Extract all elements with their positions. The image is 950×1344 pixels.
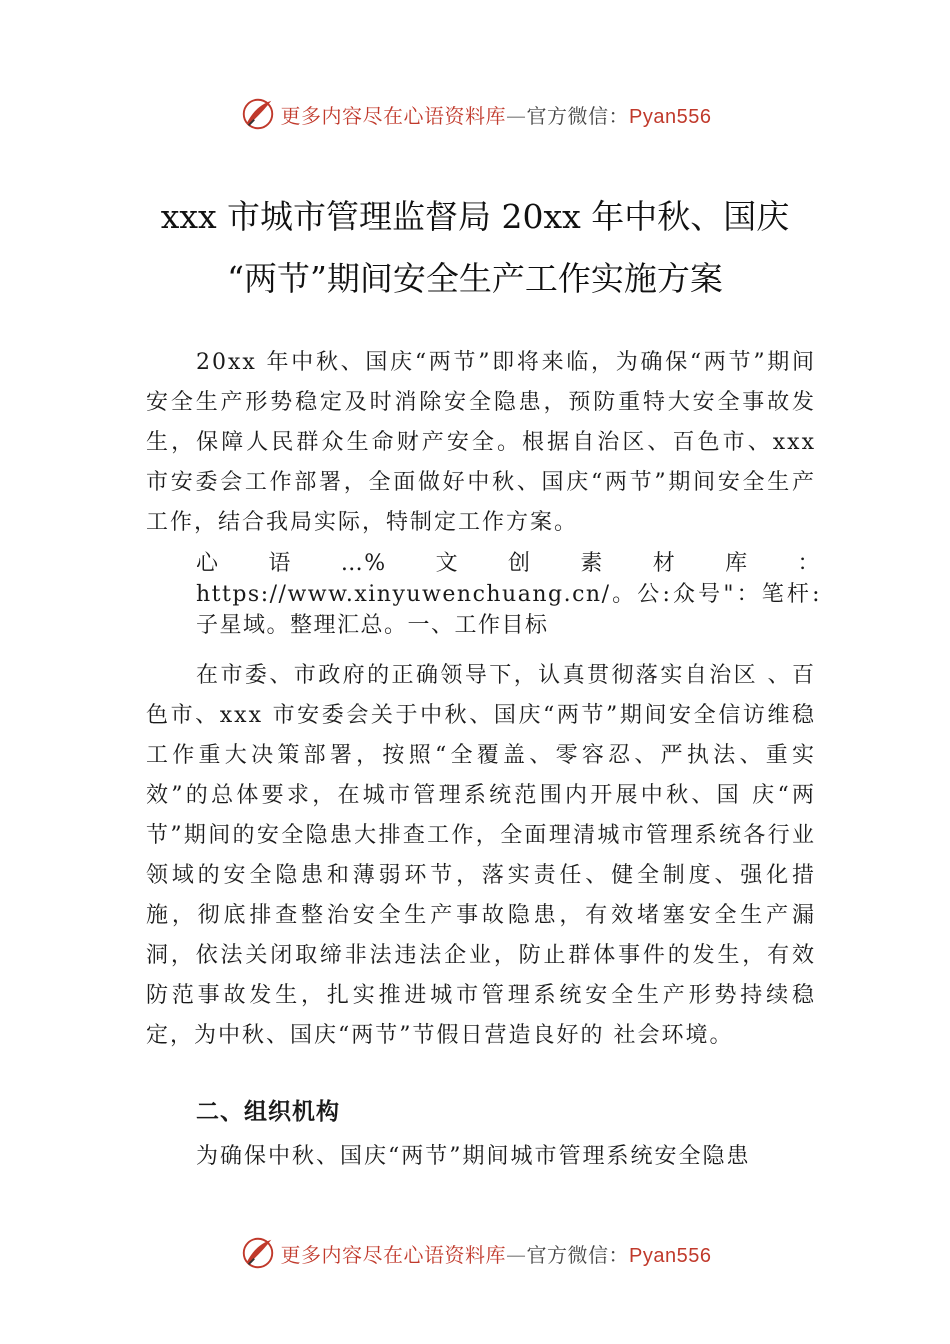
banner-site-name: 更多内容尽在心语资料库 xyxy=(280,103,507,128)
pen-logo-icon xyxy=(239,1234,277,1272)
banner-site-name: 更多内容尽在心语资料库 xyxy=(280,1242,507,1267)
header-banner-text xyxy=(281,100,712,129)
footer-watermark-banner xyxy=(0,1231,950,1275)
header-watermark-banner xyxy=(0,92,950,136)
section2-paragraph: 为确保中秋、国庆“两节”期间城市管理系统安全隐患 xyxy=(196,1144,751,1169)
banner-wechat-label: 官方微信： xyxy=(526,1242,630,1267)
footer-banner-text xyxy=(281,1239,712,1268)
title-line-2: “两节”期间安全生产工作实施方案 xyxy=(227,259,723,298)
banner-dash: — xyxy=(506,103,527,128)
banner-wechat-account: Pyan556 xyxy=(629,105,712,128)
intro-paragraph: 20xx 年中秋、国庆“两节”即将来临，为确保“两节”期间安全生产形势稳定及时消除安全隐患，预防重特大安全事故发生，保障人民群众生命财产安全。根据自治区、百色市、xxx 市安委会工作部署，全面做好中秋、国庆“两节”期间安全生产工作，结合我局实际，特制定工作方案。 xyxy=(146,350,816,535)
pen-logo-icon xyxy=(239,95,277,133)
banner-dash: — xyxy=(506,1242,527,1267)
goal-paragraph: 在市委、市政府的正确领导下，认真贯彻落实自治区 、百色市、xxx 市安委会关于中秋、国庆“两节”期间安全信访维稳工作重大决策部署，按照“全覆盖、零容忍、严执法、重实效”的总体要求，在城市管理系统范围内开展中秋、国 庆“两节”期间的安全隐患大排查工作，全面理清城市管理系统各行业领域的安全隐患和薄弱环节，落实责任、健全制度、强化措施，彻底排查整治安全生产事故隐患，有效堵塞安全生产漏洞，依法关闭取缔非法违法企业，防止群体事件的发生，有效防范事故发生，扎实推进城市管理系统安全生产形势持续稳定，为中秋、国庆“两节”节假日营造良好的 社会环境。 xyxy=(146,663,816,1048)
banner-wechat-label: 官方微信： xyxy=(526,103,630,128)
banner-wechat-account: Pyan556 xyxy=(629,1244,712,1267)
section2-heading: 二、组织机构 xyxy=(196,1099,340,1125)
source-note-paragraph: 心语…%文创素材库：https://www.xinyuwenchuang.cn/。公:众号"：笔杆:子星域。整理汇总。一、工作目标 xyxy=(196,551,821,638)
title-line-1: xxx 市城市管理监督局 20xx 年中秋、国庆 xyxy=(160,197,790,236)
document-title xyxy=(100,186,850,310)
